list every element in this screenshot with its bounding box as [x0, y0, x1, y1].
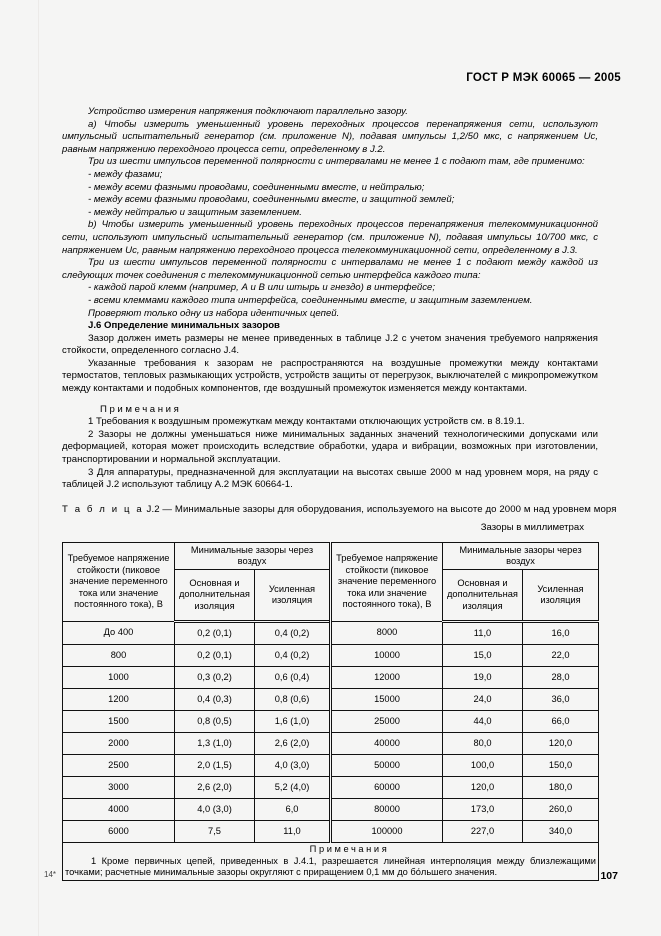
cell-basic-left: 0,4 (0,3) [175, 689, 255, 711]
cell-basic-left: 0,8 (0,5) [175, 711, 255, 733]
header-voltage-right: Требуемое напряжение стойкости (пиковое значение переменного тока или значение постоянного тока), В [331, 543, 443, 622]
paragraph-three-impulses-1: Три из шести импульсов переменной полярности с интервалами не менее 1 с подают там, где применимо: [88, 156, 585, 168]
header-clearance-group-right: Минимальные зазоры через воздух [443, 543, 599, 570]
cell-reinforced-right: 150,0 [523, 755, 599, 777]
header-clearance-group-left: Минимальные зазоры через воздух [175, 543, 331, 570]
paragraph-exclusions: Указанные требования к зазорам не распространяются на воздушные промежутки между контактами термостатов, тепловых размыкающих устройств, устройств защиты от перегрузок, выключателей с микропромежутком между контактами и подобных компонентов, где воздушный промежуток изменяется между контактами. [62, 357, 598, 395]
bullet-all-terminals: - всеми клеммами каждого типа интерфейса, соединенными вместе, и защитным заземлением. [88, 294, 533, 306]
cell-reinforced-left: 5,2 (4,0) [255, 777, 331, 799]
table-row [63, 689, 599, 711]
table-row [63, 799, 599, 821]
cell-reinforced-right: 36,0 [523, 689, 599, 711]
cell-voltage-left: 2500 [63, 755, 175, 777]
cell-voltage-left: 2000 [63, 733, 175, 755]
standard-header-title: ГОСТ Р МЭК 60065 — 2005 [466, 72, 621, 84]
cell-basic-left: 1,3 (1,0) [175, 733, 255, 755]
cell-reinforced-right: 16,0 [523, 622, 599, 645]
table-row [63, 711, 599, 733]
table-row [63, 622, 599, 645]
cell-reinforced-left: 4,0 (3,0) [255, 755, 331, 777]
note-3: 3 Для аппаратуры, предназначенной для эксплуатации на высотах свыше 2000 м над уровнем моря, на ряду с таблицей J.2 используют таблицу А.2 МЭК 60664-1. [62, 466, 598, 491]
cell-reinforced-right: 340,0 [523, 821, 599, 843]
cell-voltage-left: 1200 [63, 689, 175, 711]
note-2: 2 Зазоры не должны уменьшаться ниже минимальных заданных значений технологическими допусками или деформацией, которая может происходить вследствие обработки, удара и вибрации, возможных при изготовлении, транспортировании и нормальной эксплуатации. [62, 428, 598, 466]
bullet-terminal-pair: - каждой парой клемм (например, А и В или штырь и гнездо) в интерфейсе; [88, 282, 436, 294]
table-row [63, 821, 599, 843]
table-footer-notes-cell [63, 843, 599, 881]
clearances-table [62, 542, 599, 881]
table-notes-heading: Примечания [309, 844, 390, 854]
table-caption [62, 503, 617, 517]
cell-reinforced-left: 0,8 (0,6) [255, 689, 331, 711]
cell-basic-left: 7,5 [175, 821, 255, 843]
cell-basic-right: 24,0 [443, 689, 523, 711]
cell-voltage-left: До 400 [63, 622, 175, 645]
cell-voltage-right: 50000 [331, 755, 443, 777]
paragraph-a: a) Чтобы измерить уменьшенный уровень переходных процессов перенапряжения сети, используют импульсный испытательный генератор (см. приложение N), подавая импульсы 1,2/50 мкс, с напряжением Uc, равным напряжению переходного процесса сети, определенному в J.2. [62, 118, 598, 155]
bullet-between-phases: - между фазами; [88, 168, 163, 180]
bullet-phases-neutral: - между всеми фазными проводами, соединенными вместе, и нейтралью; [88, 181, 425, 193]
cell-reinforced-right: 28,0 [523, 667, 599, 689]
document-body [62, 106, 617, 881]
cell-reinforced-left: 6,0 [255, 799, 331, 821]
table-caption-label: Т а б л и ц а [62, 503, 144, 515]
paragraph-check-one: Проверяют только одну из набора идентичных цепей. [88, 307, 340, 319]
cell-voltage-right: 8000 [331, 622, 443, 645]
cell-voltage-right: 80000 [331, 799, 443, 821]
cell-voltage-left: 800 [63, 645, 175, 667]
cell-basic-right: 44,0 [443, 711, 523, 733]
cell-basic-right: 11,0 [443, 622, 523, 645]
cell-reinforced-right: 66,0 [523, 711, 599, 733]
cell-basic-left: 2,0 (1,5) [175, 755, 255, 777]
table-body [63, 622, 599, 881]
table-header-row-1 [63, 543, 599, 570]
cell-basic-left: 0,3 (0,2) [175, 667, 255, 689]
cell-basic-left: 4,0 (3,0) [175, 799, 255, 821]
notes-heading: Примечания [100, 403, 182, 415]
table-row [63, 667, 599, 689]
cell-reinforced-left: 1,6 (1,0) [255, 711, 331, 733]
header-basic-right: Основная и дополнительная изоляция [443, 570, 523, 622]
section-heading-j6: J.6 Определение минимальных зазоров [88, 320, 280, 332]
paragraph-b: b) Чтобы измерить уменьшенный уровень переходных процессов перенапряжения телекоммуникационной сети, используют импульсный испытательный генератор (см. приложение N), подавая импульсы 10/700 мкс, с напряжением Uc, равным напряжению переходного процесса телекоммуникационной сети, определенному в J.3. [62, 219, 598, 256]
cell-reinforced-left: 11,0 [255, 821, 331, 843]
cell-basic-right: 80,0 [443, 733, 523, 755]
cell-voltage-left: 1000 [63, 667, 175, 689]
cell-reinforced-right: 180,0 [523, 777, 599, 799]
cell-voltage-right: 10000 [331, 645, 443, 667]
table-footer-notes-row [63, 843, 599, 881]
cell-voltage-right: 25000 [331, 711, 443, 733]
page-number: 107 [600, 870, 618, 882]
cell-basic-left: 0,2 (0,1) [175, 645, 255, 667]
paragraph-three-impulses-2: Три из шести импульсов переменной полярности с интервалами не менее 1 с подают между каждой из следующих точек соединения с телекоммуникационной сетью интерфейса каждого типа: [62, 257, 598, 281]
cell-reinforced-left: 2,6 (2,0) [255, 733, 331, 755]
table-row [63, 733, 599, 755]
cell-basic-right: 100,0 [443, 755, 523, 777]
note-1: 1 Требования к воздушным промежуткам между контактами отключающих устройств см. в 8.19.1. [88, 416, 525, 428]
table-row [63, 777, 599, 799]
cell-voltage-left: 1500 [63, 711, 175, 733]
paragraph-clearance-size: Зазор должен иметь размеры не менее приведенных в таблице J.2 с учетом значения требуемого напряжения стойкости, определенного согласно J.4. [62, 332, 598, 357]
cell-reinforced-right: 22,0 [523, 645, 599, 667]
cell-basic-right: 15,0 [443, 645, 523, 667]
table-caption-text: — Минимальные зазоры для оборудования, используемого на высоте до 2000 м над уровнем моря [162, 503, 617, 515]
cell-voltage-left: 4000 [63, 799, 175, 821]
cell-voltage-left: 3000 [63, 777, 175, 799]
table-note-1: 1 Кроме первичных цепей, приведенных в J.4.1, разрешается линейная интерполяция между близлежащими точками; расчетные минимальные зазоры округляют с приращением 0,1 мм до бо́льшего значения. [65, 855, 596, 878]
cell-voltage-right: 15000 [331, 689, 443, 711]
header-voltage-left: Требуемое напряжение стойкости (пиковое значение переменного тока или значение постоянного тока), В [63, 543, 175, 622]
table-caption-number: J.2 [146, 503, 160, 515]
cell-voltage-right: 100000 [331, 821, 443, 843]
cell-reinforced-right: 260,0 [523, 799, 599, 821]
cell-basic-right: 173,0 [443, 799, 523, 821]
table-units-note: Зазоры в миллиметрах [480, 522, 584, 534]
cell-voltage-right: 60000 [331, 777, 443, 799]
page-margin-rule [38, 0, 39, 936]
header-reinforced-left: Усиленная изоляция [255, 570, 331, 622]
cell-basic-right: 120,0 [443, 777, 523, 799]
header-basic-left: Основная и дополнительная изоляция [175, 570, 255, 622]
paragraph-intro: Устройство измерения напряжения подключают параллельно зазору. [88, 106, 408, 117]
table-row [63, 645, 599, 667]
cell-basic-left: 2,6 (2,0) [175, 777, 255, 799]
cell-voltage-right: 40000 [331, 733, 443, 755]
cell-reinforced-left: 0,4 (0,2) [255, 645, 331, 667]
cell-reinforced-right: 120,0 [523, 733, 599, 755]
bullet-phases-earth: - между всеми фазными проводами, соединенными вместе, и защитной землей; [88, 194, 455, 206]
cell-reinforced-left: 0,4 (0,2) [255, 622, 331, 645]
cell-voltage-right: 12000 [331, 667, 443, 689]
cell-basic-left: 0,2 (0,1) [175, 622, 255, 645]
bullet-neutral-earth: - между нейтралью и защитным заземлением. [88, 206, 302, 218]
table-row [63, 755, 599, 777]
cell-basic-right: 227,0 [443, 821, 523, 843]
footer-signature-mark: 14* [44, 870, 57, 879]
cell-voltage-left: 6000 [63, 821, 175, 843]
cell-basic-right: 19,0 [443, 667, 523, 689]
cell-reinforced-left: 0,6 (0,4) [255, 667, 331, 689]
header-reinforced-right: Усиленная изоляция [523, 570, 599, 622]
